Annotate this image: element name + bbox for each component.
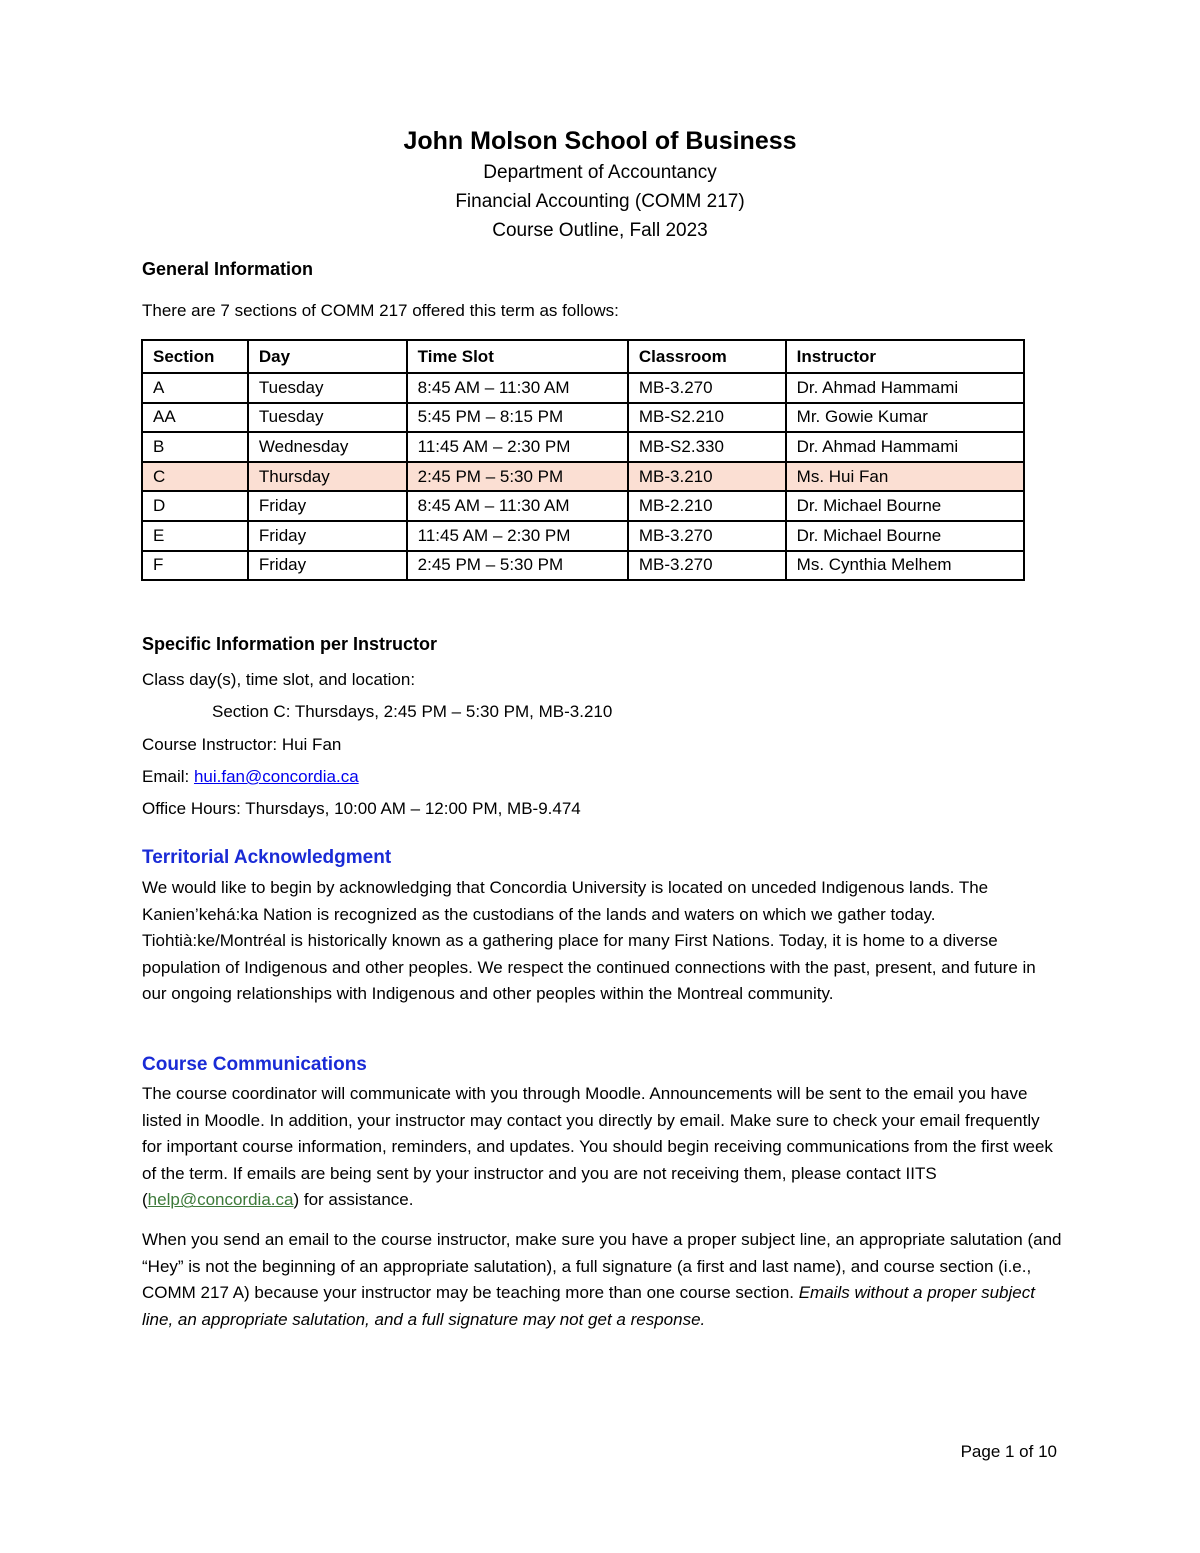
table-header-row <box>142 340 1024 373</box>
specific-info-heading: Specific Information per Instructor <box>142 634 438 654</box>
cell-classroom: MB-3.210 <box>628 462 786 492</box>
document-header <box>0 124 1200 245</box>
cell-instructor: Mr. Gowie Kumar <box>786 403 1024 433</box>
cell-section: AA <box>142 403 248 433</box>
communications-text-after: ) for assistance. <box>293 1190 414 1210</box>
cell-day: Wednesday <box>248 432 407 462</box>
department-name: Department of Accountancy <box>483 162 717 183</box>
cell-day: Tuesday <box>248 403 407 433</box>
email-line <box>142 764 359 790</box>
cell-day: Thursday <box>248 462 407 492</box>
cell-time-slot: 8:45 AM – 11:30 AM <box>407 491 628 521</box>
cell-section: B <box>142 432 248 462</box>
cell-time-slot: 2:45 PM – 5:30 PM <box>407 462 628 492</box>
table-row <box>142 432 1024 462</box>
table-row <box>142 521 1024 551</box>
section-c-details: Section C: Thursdays, 2:45 PM – 5:30 PM, MB-3.210 <box>212 702 613 721</box>
col-header-time-slot: Time Slot <box>407 340 628 373</box>
office-hours-line: Office Hours: Thursdays, 10:00 AM – 12:00 PM, MB-9.474 <box>142 799 581 818</box>
cell-instructor: Ms. Hui Fan <box>786 462 1024 492</box>
communications-heading: Course Communications <box>142 1054 367 1075</box>
cell-classroom: MB-S2.330 <box>628 432 786 462</box>
general-info-intro: There are 7 sections of COMM 217 offered this term as follows: <box>142 301 619 320</box>
cell-classroom: MB-3.270 <box>628 551 786 581</box>
cell-section: E <box>142 521 248 551</box>
table-row-highlighted <box>142 462 1024 492</box>
communications-text-before: The course coordinator will communicate with you through Moodle. Announcements will be sent to the email you have listed in Moodle. In addition, your instructor may contact you directly by email. Make sure to check your email frequently for important course information, reminders, and updates. You should begin receiving communications from the first week of the term. If emails are being sent by your instructor and you are not receiving them, please contact IITS ( <box>142 1084 1053 1210</box>
table-row <box>142 491 1024 521</box>
cell-time-slot: 5:45 PM – 8:15 PM <box>407 403 628 433</box>
cell-classroom: MB-2.210 <box>628 491 786 521</box>
col-header-instructor: Instructor <box>786 340 1024 373</box>
email-warning-text: Emails without a proper subject line, an appropriate salutation, and a full signature may not get a response. <box>142 1283 1035 1329</box>
cell-section: F <box>142 551 248 581</box>
territorial-heading: Territorial Acknowledgment <box>142 847 392 868</box>
cell-instructor: Dr. Michael Bourne <box>786 491 1024 521</box>
cell-time-slot: 11:45 AM – 2:30 PM <box>407 432 628 462</box>
cell-day: Tuesday <box>248 373 407 403</box>
cell-instructor: Dr. Ahmad Hammami <box>786 373 1024 403</box>
communications-paragraph-1 <box>142 1081 1062 1214</box>
cell-instructor: Dr. Michael Bourne <box>786 521 1024 551</box>
cell-time-slot: 8:45 AM – 11:30 AM <box>407 373 628 403</box>
email-guidelines-text: When you send an email to the course instructor, make sure you have a proper subject line, an appropriate salutation (and “Hey” is not the beginning of an appropriate salutation), a full signature (a first and last name), and course section (i.e., COMM 217 A) because your instructor may be teaching more than one course section. <box>142 1230 1062 1303</box>
cell-time-slot: 2:45 PM – 5:30 PM <box>407 551 628 581</box>
cell-classroom: MB-3.270 <box>628 521 786 551</box>
outline-term: Course Outline, Fall 2023 <box>492 220 708 241</box>
cell-section: D <box>142 491 248 521</box>
cell-instructor: Ms. Cynthia Melhem <box>786 551 1024 581</box>
cell-day: Friday <box>248 551 407 581</box>
cell-classroom: MB-S2.210 <box>628 403 786 433</box>
cell-instructor: Dr. Ahmad Hammami <box>786 432 1024 462</box>
email-label: Email: <box>142 767 194 786</box>
cell-day: Friday <box>248 521 407 551</box>
col-header-classroom: Classroom <box>628 340 786 373</box>
cell-section: C <box>142 462 248 492</box>
sections-table <box>141 339 1025 581</box>
table-row <box>142 551 1024 581</box>
cell-classroom: MB-3.270 <box>628 373 786 403</box>
cell-section: A <box>142 373 248 403</box>
general-info-heading: General Information <box>142 259 314 279</box>
instructor-email-link[interactable]: hui.fan@concordia.ca <box>193 767 359 786</box>
col-header-day: Day <box>248 340 407 373</box>
cell-time-slot: 11:45 AM – 2:30 PM <box>407 521 628 551</box>
help-email-link[interactable]: help@concordia.ca <box>147 1190 294 1210</box>
course-name: Financial Accounting (COMM 217) <box>455 191 745 212</box>
course-instructor-line: Course Instructor: Hui Fan <box>142 735 342 754</box>
col-header-section: Section <box>142 340 248 373</box>
table-row <box>142 403 1024 433</box>
territorial-text: We would like to begin by acknowledging that Concordia University is located on unceded Indigenous lands. The Kanien’kehá:ka Nation is recognized as the custodians of the lands and waters on which we gather today. Tiohtià:ke/Montréal is historically known as a gathering place for many First Nations. Today, it is home to a diverse population of Indigenous and other peoples. We respect the continued connections with the past, present, and future in our ongoing relationships with Indigenous and other peoples within the Montreal community. <box>142 878 1036 1004</box>
school-title: John Molson School of Business <box>403 127 797 155</box>
cell-day: Friday <box>248 491 407 521</box>
class-days-label: Class day(s), time slot, and location: <box>142 670 416 689</box>
page-number: Page 1 of 10 <box>960 1442 1057 1461</box>
table-row <box>142 373 1024 403</box>
communications-paragraph-2 <box>142 1227 1062 1333</box>
